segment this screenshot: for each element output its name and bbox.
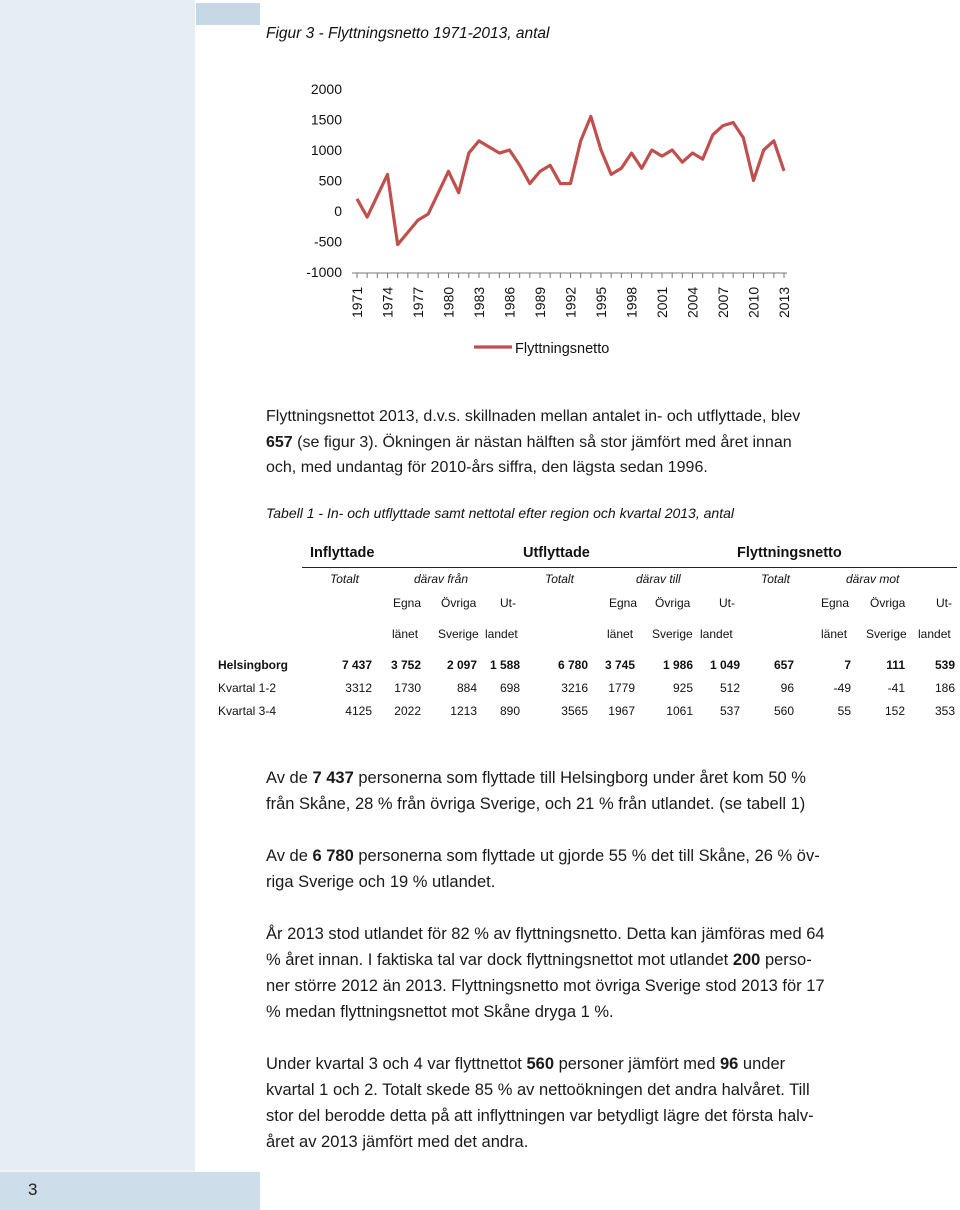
h-sverige-2: Sverige — [652, 627, 693, 641]
table-cell: 1 049 — [709, 658, 740, 672]
para-a-line-2: från Skåne, 28 % från övriga Sverige, och 21 % från utlandet. (se tabell 1) — [266, 795, 806, 813]
x-tick-label: 1995 — [593, 286, 609, 318]
sub-totalt-in: Totalt — [330, 572, 359, 586]
header-tab — [196, 3, 260, 25]
h-egna-2: Egna — [609, 596, 638, 610]
para-b-line-2: riga Sverige och 19 % utlandet. — [266, 873, 496, 891]
para-c-line-3: ner större 2012 än 2013. Flyttningsnetto mot övriga Sverige stod 2013 för 17 — [266, 977, 825, 995]
y-tick-label: 1500 — [310, 111, 342, 128]
y-tick-label: 1000 — [310, 142, 342, 158]
h-lanet-2: länet — [607, 627, 634, 641]
sub-totalt-netto: Totalt — [761, 572, 790, 586]
figure-caption: Figur 3 - Flyttningsnetto 1971-2013, antal — [266, 25, 550, 42]
table-cell: 96 — [780, 681, 794, 695]
x-tick-label: 1998 — [623, 286, 640, 318]
table-cell: -49 — [833, 681, 851, 695]
table-cell: 1779 — [608, 681, 635, 695]
table-cell: 1 588 — [489, 658, 520, 672]
h-landet-2: landet — [700, 627, 733, 641]
para-d-line-4: året av 2013 jämfört med det andra. — [266, 1133, 529, 1151]
sub-mot: därav mot — [846, 572, 900, 586]
h-egna-3: Egna — [821, 596, 850, 610]
para-d-line-3: stor del berodde detta på att inflyttningen var betydligt lägre det första halv- — [266, 1107, 814, 1125]
x-tick-label: 1977 — [410, 286, 426, 318]
table-cell: 1061 — [666, 704, 693, 718]
para-d-pre: Under kvartal 3 och 4 var flyttnettot — [266, 1055, 527, 1073]
para-d-mid: personer jämfört med — [554, 1055, 720, 1073]
y-tick-label: 2000 — [310, 81, 342, 97]
table-cell: 560 — [773, 704, 794, 718]
h-egna-1: Egna — [393, 596, 422, 610]
sidebar-band — [0, 0, 195, 1170]
table-cell: 3565 — [561, 704, 588, 718]
table-cell: 2 097 — [446, 658, 477, 672]
x-tick-label: 1986 — [501, 286, 518, 318]
table-cell: 1730 — [394, 681, 421, 695]
row-label: Kvartal 1-2 — [218, 681, 277, 695]
table-cell: 1213 — [450, 704, 477, 718]
table-cell: 152 — [884, 704, 905, 718]
para-a-pre: Av de — [266, 769, 313, 787]
table-group-inflyttade: Inflyttade — [310, 545, 375, 561]
h-lanet-3: länet — [821, 627, 848, 641]
h-ut-2: Ut- — [719, 596, 735, 610]
paragraph-inflyttade — [266, 765, 886, 817]
table-rule — [302, 567, 957, 568]
y-tick-label: 500 — [318, 172, 342, 189]
x-tick-label: 1980 — [440, 286, 457, 318]
table-cell: 512 — [719, 681, 740, 695]
paragraph-utflyttade — [266, 843, 886, 895]
h-ovriga-2: Övriga — [655, 596, 691, 610]
intro-line-2: (se figur 3). Ökningen är nästan hälften så stor jämfört med året innan — [292, 433, 792, 451]
para-c-line-2: % året innan. I faktiska tal var dock flyttningsnettot mot utlandet — [266, 951, 733, 969]
table-cell: 3312 — [345, 681, 372, 695]
table-cell: 657 — [773, 658, 794, 672]
table-cell: 1 986 — [662, 658, 693, 672]
para-a-post: personerna som flyttade till Helsingborg under året kom 50 % — [353, 769, 806, 787]
page-number-box — [0, 1172, 260, 1210]
table-cell: 537 — [719, 704, 740, 718]
row-label: Helsingborg — [218, 658, 289, 672]
table-cell: 884 — [456, 681, 477, 695]
table-cell: 353 — [934, 704, 955, 718]
intro-bold-value: 657 — [266, 433, 293, 451]
line-chart — [262, 60, 802, 370]
table-cell: 3 745 — [604, 658, 635, 672]
h-landet-3: landet — [918, 627, 951, 641]
para-d-bold-2: 96 — [719, 1055, 739, 1073]
table-cell: -41 — [887, 681, 905, 695]
h-sverige-1: Sverige — [438, 627, 479, 641]
table-cell: 890 — [499, 704, 520, 718]
y-tick-label: -500 — [313, 233, 342, 250]
y-tick-label: 0 — [334, 203, 342, 219]
intro-line-1: Flyttningsnettot 2013, d.v.s. skillnaden mellan antalet in- och utflyttade, blev — [266, 408, 801, 425]
para-b-bold: 6 780 — [312, 847, 354, 865]
h-ovriga-1: Övriga — [441, 596, 477, 610]
table-cell: 539 — [934, 658, 955, 672]
table-cell: 1967 — [608, 704, 635, 718]
para-d-post: under — [738, 1055, 786, 1073]
table-group-flyttningsnetto: Flyttningsnetto — [737, 545, 842, 561]
x-tick-label: 1989 — [532, 286, 548, 318]
x-tick-label: 2010 — [745, 286, 762, 318]
h-landet-1: landet — [485, 627, 518, 641]
para-b-pre: Av de — [266, 847, 313, 865]
para-c-bold: 200 — [732, 951, 761, 969]
table-cell: 925 — [672, 681, 693, 695]
series-line-flyttningsnetto — [357, 116, 784, 244]
page-number: 3 — [28, 1180, 38, 1199]
h-ut-3: Ut- — [936, 596, 952, 610]
table-cell: 7 437 — [341, 658, 372, 672]
x-tick-label: 1992 — [562, 286, 579, 318]
h-lanet-1: länet — [392, 627, 419, 641]
para-d-bold-1: 560 — [526, 1055, 554, 1073]
table-caption: Tabell 1 - In- och utflyttade samt nettotal efter region och kvartal 2013, antal — [266, 505, 734, 521]
h-sverige-3: Sverige — [866, 627, 907, 641]
table-cell: 4125 — [345, 704, 372, 718]
paragraph-kvartal — [266, 1051, 886, 1155]
h-ut-1: Ut- — [500, 596, 516, 610]
x-tick-label: 1971 — [349, 286, 365, 318]
para-c-line-1: År 2013 stod utlandet för 82 % av flyttningsnetto. Detta kan jämföras med 64 — [266, 925, 825, 943]
table-cell: 55 — [837, 704, 851, 718]
sub-totalt-ut: Totalt — [545, 572, 574, 586]
sub-till: därav till — [636, 572, 681, 586]
table-cell: 698 — [499, 681, 520, 695]
y-tick-label: -1000 — [306, 264, 342, 280]
para-c-line-4: % medan flyttningsnettot mot Skåne dryga 1 %. — [266, 1003, 614, 1021]
sub-from: därav från — [414, 572, 469, 586]
para-b-post: personerna som flyttade ut gjorde 55 % det till Skåne, 26 % öv- — [353, 847, 820, 865]
h-ovriga-3: Övriga — [870, 596, 906, 610]
table-cell: 3216 — [561, 681, 588, 695]
para-a-bold: 7 437 — [312, 769, 354, 787]
x-tick-label: 2013 — [776, 286, 792, 318]
table-cell: 111 — [886, 658, 905, 672]
paragraph-utlandet — [266, 921, 886, 1025]
table-cell: 7 — [844, 658, 851, 672]
x-tick-label: 2004 — [684, 286, 701, 318]
intro-paragraph — [266, 404, 906, 481]
para-c-line-2-post: perso- — [760, 951, 812, 969]
table-cell: 3 752 — [390, 658, 421, 672]
legend-label: Flyttningsnetto — [515, 341, 610, 357]
table-cell: 6 780 — [557, 658, 588, 672]
table-group-utflyttade: Utflyttade — [523, 545, 590, 561]
x-tick-label: 2007 — [715, 286, 731, 318]
x-tick-label: 1983 — [471, 286, 487, 318]
x-tick-label: 2001 — [654, 286, 670, 318]
intro-line-3: och, med undantag för 2010-års siffra, den lägsta sedan 1996. — [266, 459, 708, 476]
row-label: Kvartal 3-4 — [218, 704, 277, 718]
table-cell: 186 — [934, 681, 955, 695]
table-cell: 2022 — [394, 704, 421, 718]
x-tick-label: 1974 — [379, 286, 396, 318]
para-d-line-2: kvartal 1 och 2. Totalt skede 85 % av nettoökningen det andra halvåret. Till — [266, 1081, 810, 1099]
